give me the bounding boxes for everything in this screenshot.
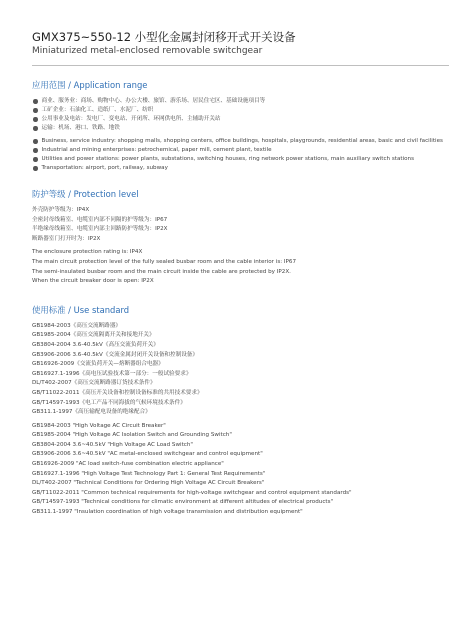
standard-line: GB3804-2004 3.6-40.5kV《高压交流负荷开关》 <box>32 341 159 348</box>
application-item <box>32 164 449 173</box>
protection-line: 全密封母线箱室、电缆室内部不同隔的护等级为：IP67 <box>32 216 168 223</box>
protection-line: The main circuit protection level of the fully sealed busbar room and the cable interior is: IP67 <box>32 258 297 265</box>
title-divider <box>32 65 449 66</box>
standard-line: GB/T11022-2011《高压开关设备和控制设备标准的共用技术要求》 <box>32 389 203 396</box>
application-item <box>32 146 449 155</box>
protection-line: The enclosure protection rating is: IP4X <box>32 249 143 256</box>
protection-list <box>32 206 449 287</box>
protection-line: 半绝缘母线箱室、电缆室内部主回路防护等级为：IP2X <box>32 226 168 233</box>
standard-line: GB1984-2003 "High Voltage AC Circuit Breaker" <box>32 422 166 429</box>
application-item <box>32 97 449 106</box>
product-title: GMX375~550-12 小型化金属封闭移开式开关设备 <box>32 30 296 44</box>
bullet-icon <box>33 148 38 153</box>
standard-line: GB3804-2004 3.6~40.5kV "High Voltage AC Load Switch" <box>32 441 193 448</box>
application-item-text: 公用事业及电站：发电厂、变电站、开闭所、环网供电所、主辅助开关站 <box>41 116 221 122</box>
application-item-text: Utilities and power stations: power plants, substations, switching houses, ring network power stations, main auxiliary switch stations <box>41 156 415 162</box>
standard-line: GB16927.1-1996《高电压试验技术第一部分：一般试验要求》 <box>32 370 192 377</box>
standard-line: GB16926-2009《交流负荷开关—熔断器组合电器》 <box>32 361 164 368</box>
application-item-text: 工矿企业：石油化工、造纸厂、水泥厂、纺织 <box>41 107 154 113</box>
protection-line: 断路器室门打开时为：IP2X <box>32 235 101 242</box>
standard-line: GB/T11022-2011 "Common technical requirements for high-voltage switchgear and control equipment standards" <box>32 489 352 496</box>
standard-line: GB/T14597-1993《电工产品不同海拔的气候环境技术条件》 <box>32 399 186 406</box>
application-list <box>32 97 449 173</box>
protection-section-title: 防护等级 / Protection level <box>32 189 139 199</box>
bullet-icon <box>33 157 38 162</box>
standard-line: GB1984-2003《高压交流断路器》 <box>32 322 122 329</box>
standard-line: GB1985-2004 "High Voltage AC Isolation Switch and Grounding Switch" <box>32 432 232 439</box>
bullet-icon <box>33 108 38 113</box>
standard-line: GB/T14597-1993 "Technical conditions for climatic environment at different altitudes of electrical products" <box>32 499 334 506</box>
application-item <box>32 106 449 115</box>
standard-line: GB311.1-1997《高压输配电设备的绝缘配合》 <box>32 409 151 416</box>
standard-line: GB16927.1-1996 "High Voltage Test Technology Part 1: General Test Requirements" <box>32 470 266 477</box>
standard-line: GB3906-2006 3.6~40.5kV "AC metal-enclosed switchgear and control equipment" <box>32 451 263 458</box>
application-item <box>32 124 449 133</box>
application-item-text: 商业、服务业：商场、购物中心、办公大楼、旅馆、游乐场、居民住宅区、基础设施项目等 <box>41 98 266 104</box>
application-item <box>32 137 449 146</box>
application-item-text: Industrial and mining enterprises: petrochemical, paper mill, cement plant, textile <box>41 147 272 153</box>
standard-line: GB1985-2004《高压交流隔离开关和接地开关》 <box>32 332 155 339</box>
standard-line: GB3906-2006 3.6-40.5kV《交流金属封闭开关设备和控制设备》 <box>32 351 198 358</box>
application-item-text: 运输：机场、港口、铁路、地铁 <box>41 125 120 131</box>
bullet-icon <box>33 139 38 144</box>
bullet-icon <box>33 117 38 122</box>
application-item <box>32 115 449 124</box>
standard-line: GB311.1-1997 "Insulation coordination of high voltage transmission and distribution equipment" <box>32 509 303 516</box>
bullet-icon <box>33 126 38 131</box>
standard-section-title: 使用标准 / Use standard <box>32 304 130 315</box>
application-item-text: Business, service industry: shopping malls, shopping centers, office buildings, hospitals, playgrounds, residential areas, basic and civil facilities <box>41 138 443 144</box>
standard-line: GB16926-2009 "AC load switch-fuse combination electric appliance" <box>32 461 224 468</box>
standard-line: DL/T402-2007《高压交流断路器订货技术条件》 <box>32 380 156 387</box>
product-subtitle: Miniaturized metal-enclosed removable switchgear <box>32 46 263 56</box>
protection-line: The semi-insulated busbar room and the main circuit inside the cable are protected by IP2X. <box>32 268 291 275</box>
protection-line: When the circuit breaker door is open: IP2X <box>32 278 154 285</box>
application-item-text: Transportation: airport, port, railway, subway <box>41 165 168 171</box>
bullet-icon <box>33 166 38 171</box>
bullet-icon <box>33 99 38 104</box>
standard-line: DL/T402-2007 "Technical Conditions for Ordering High Voltage AC Circuit Breakers" <box>32 480 265 487</box>
standard-list <box>32 322 449 518</box>
application-item <box>32 155 449 164</box>
protection-line: 外壳防护等级为：IP4X <box>32 207 90 213</box>
application-section-title: 应用范围 / Application range <box>32 80 148 90</box>
